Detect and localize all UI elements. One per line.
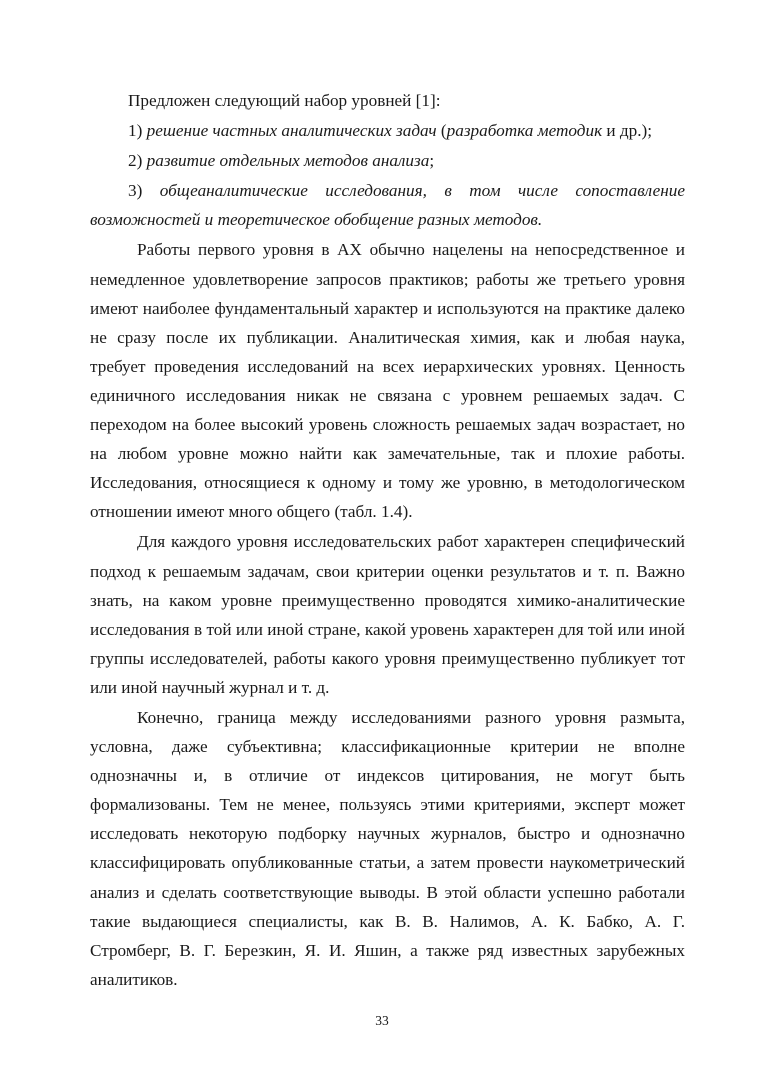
page-body — [90, 86, 685, 994]
level-1-item: 1) решение частных аналитических задач (разработка методик и др.); — [128, 121, 653, 141]
paragraph-research-levels: Для каждого уровня исследовательских работ характерен специфический подход к решаемым задачам, свои критерии оценки результатов и т. п. Важно знать, на каком уровне преимущественно проводятся химико-аналитические исследования в той или иной стране, какой уровень характерен для той или иной группы исследователей, работы какого уровня преимущественно публикует тот или иной научный журнал и т. д. — [90, 532, 685, 697]
paragraph-classification: Конечно, граница между исследованиями разного уровня размыта, условна, даже субъективна; классификационные критерии не вполне однозначны и, в отличие от индексов цитирования, не могут быть формализованы. Тем не менее, пользуясь этими критериями, эксперт может исследовать некоторую подборку научных журналов, быстро и однозначно классифицировать опубликованные статьи, а затем провести наукометрический анализ и сделать соответствующие выводы. В этой области успешно работали такие выдающиеся специалисты, как В. В. Налимов, А. К. Бабко, А. Г. Стромберг, В. Г. Березкин, Я. И. Яшин, а также ряд известных зарубежных аналитиков. — [90, 707, 685, 989]
level-3-item: 3) общеаналитические исследования, в том числе сопоставление возможностей и теоретическое обобщение разных методов. — [90, 181, 685, 230]
level-2-item: 2) развитие отдельных методов анализа; — [128, 151, 435, 171]
intro-line: Предложен следующий набор уровней [1]: — [128, 91, 441, 110]
page-number: 33 — [375, 1013, 389, 1028]
paragraph-first-level: Работы первого уровня в АХ обычно нацелены на непосредственное и немедленное удовлетворение запросов практиков; работы же третьего уровня имеют наиболее фундаментальный характер и используются на практике далеко не сразу после их публикации. Аналитическая химия, как и любая наука, требует проведения исследований на всех иерархических уровнях. Ценность единичного исследования никак не связана с уровнем решаемых задач. С переходом на более высокий уровень сложность решаемых задач возрастает, но на любом уровне можно найти как замечательные, так и плохие работы. Исследования, относящиеся к одному и тому же уровню, в методологическом отношении имеют много общего (табл. 1.4). — [90, 240, 685, 522]
